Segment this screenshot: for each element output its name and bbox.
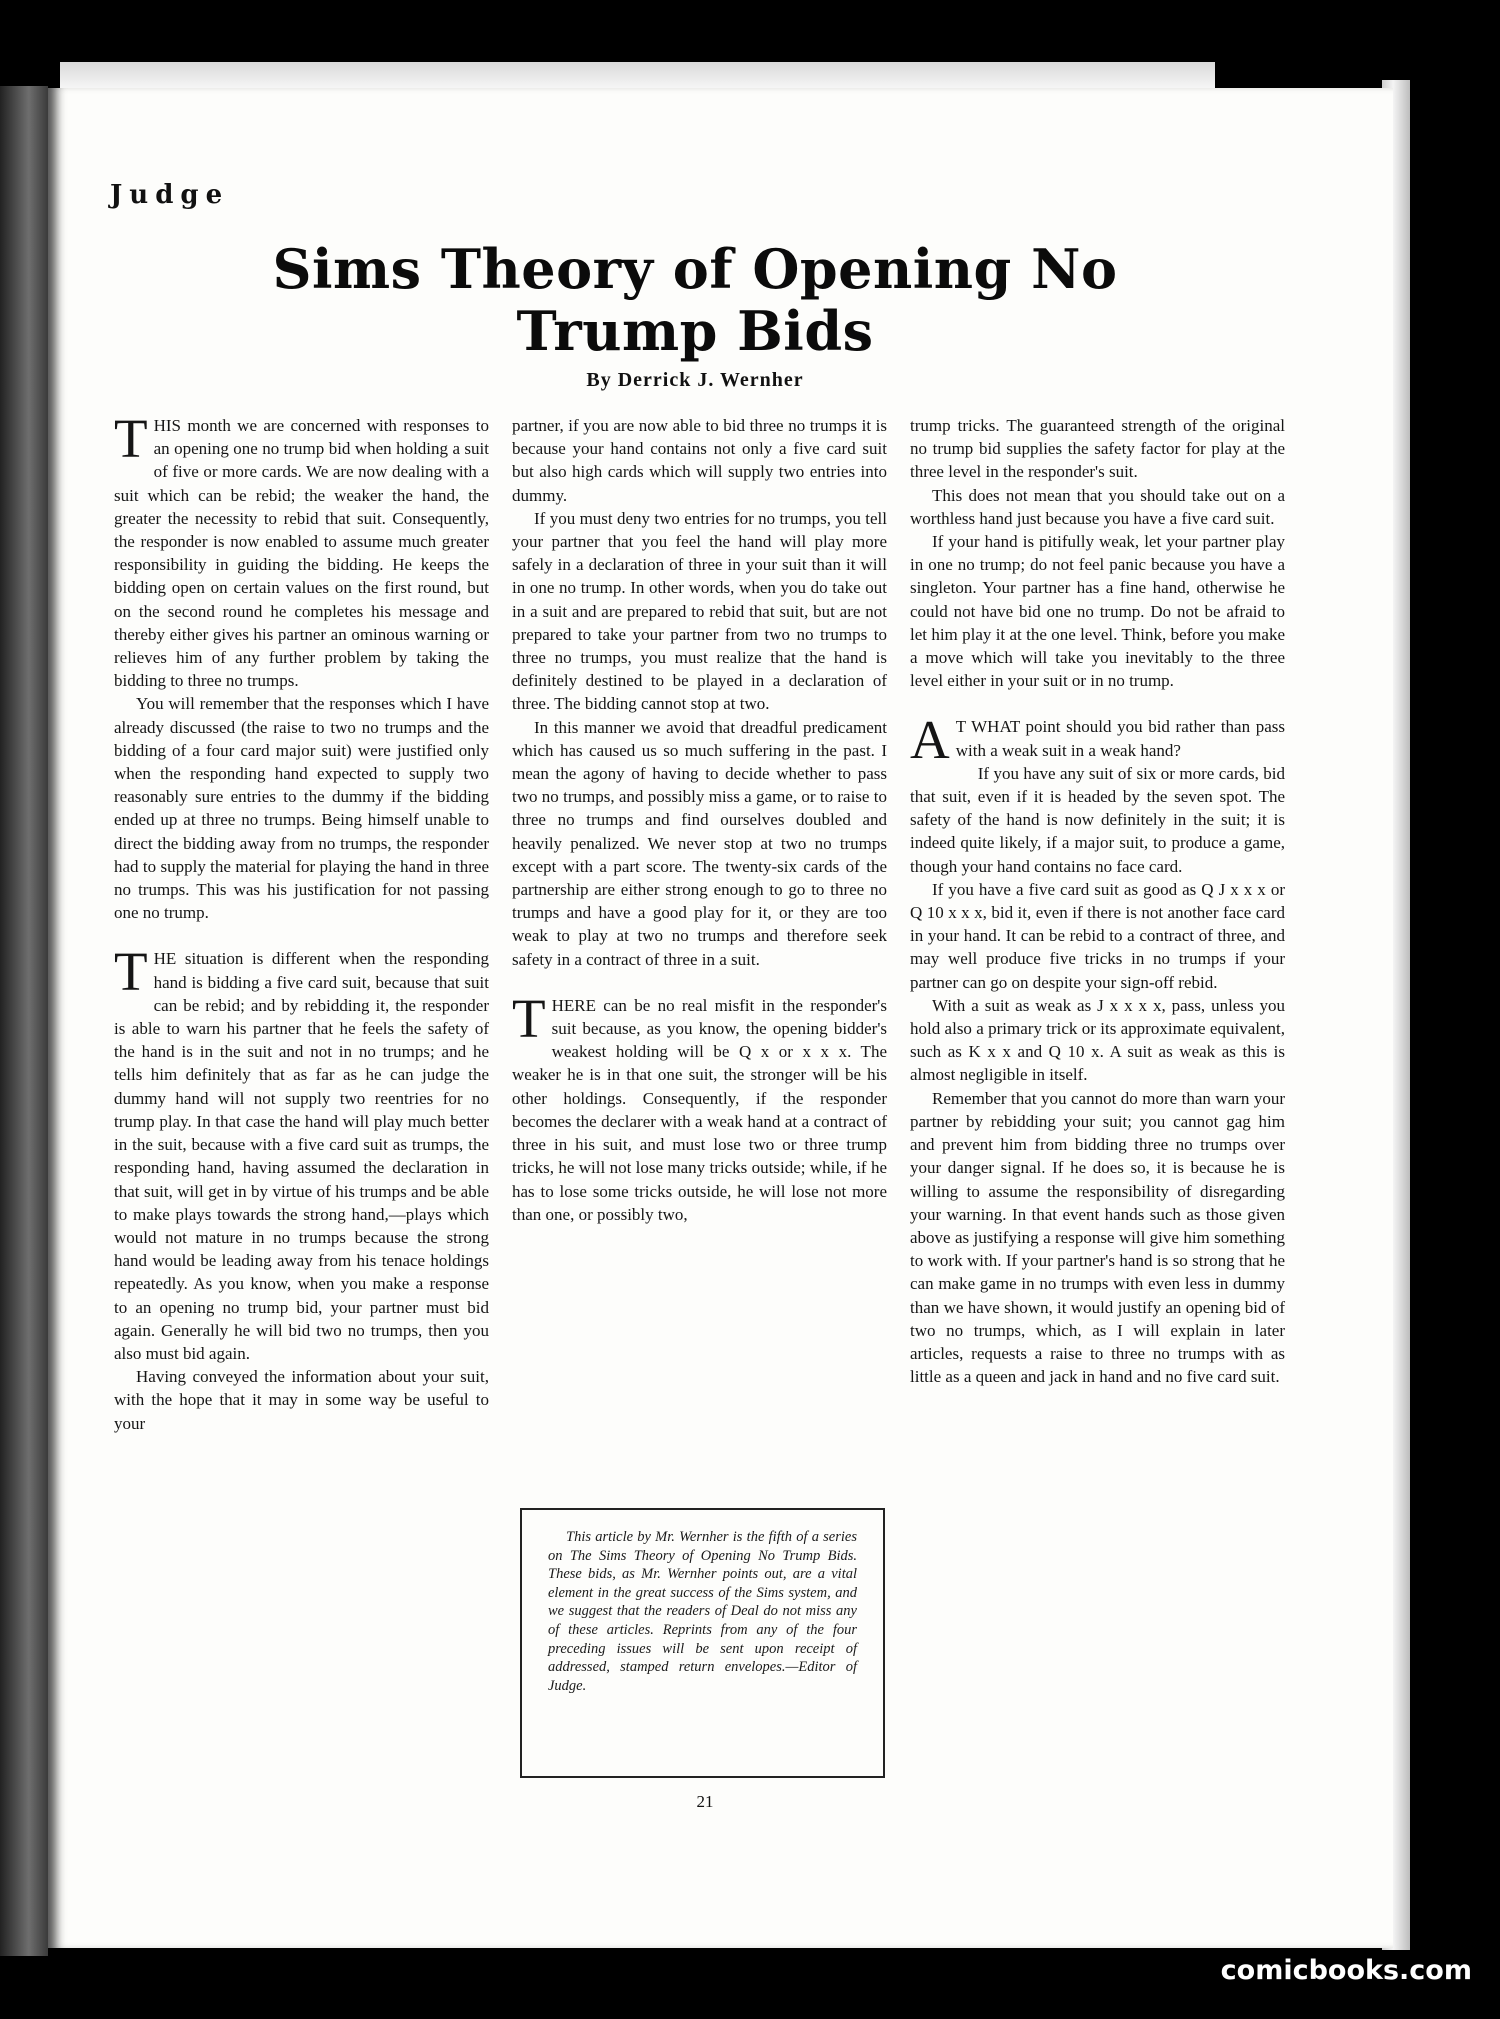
paragraph-text: HERE can be no real misfit in the responder's suit because, as you know, the opening bidder's weakest holding will be Q x or x x x. The weaker he is in that one suit, the stronger will be his other holdings. Consequently, if the responder becomes the declarer with a weak hand at a contract of three in his suit, and must lose two or three trump tricks, he will not lose many tricks outside; while, if he has to lose some tricks outside, he will lose not more than one, or possibly two,: [512, 995, 887, 1224]
drop-cap: T: [114, 408, 148, 469]
paragraph: Remember that you cannot do more than warn your partner by rebidding your suit; you cannot gag him and prevent him from bidding three no trumps over your danger signal. If he does so, it is because he is willing to assume the responsibility of disregarding your warning. In that event hands such as those given above as justifying a response will give him something to work with. If your partner's hand is so strong that he can make game in no trumps with even less in dummy than we have shown, it would justify an opening bid of two no trumps, which, as I will explain in later articles, requests a raise to three no trumps with as little as a queen and jack in hand and no five card suit.: [910, 1088, 1285, 1387]
drop-cap: T: [512, 987, 546, 1049]
paragraph: If you have any suit of six or more cards, bid that suit, even if it is headed by the seven spot. The safety of the hand is now definitely in the suit; it is indeed quite likely, if a major suit, to produce a game, though your hand contains no face card.: [910, 763, 1285, 876]
paragraph: If you have a five card suit as good as Q J x x x or Q 10 x x x, bid it, even if there is not another face card in your hand. It can be rebid to a contract of three, and may well produce five tricks in no trumps if your partner can go on despite your sign-off rebid.: [910, 879, 1285, 992]
paragraph: Having conveyed the information about your suit, with the hope that it may in some way be useful to your: [114, 1367, 489, 1433]
masthead: Judge: [110, 180, 230, 210]
article-title: [160, 238, 1230, 362]
paragraph-text: HE situation is different when the responding hand is bidding a five card suit, because that suit can be rebid; and by rebidding it, the responder is able to warn his partner that he feels the safety of the hand is in the suit and not in no trumps; and he tells him definitely that as far as he can judge the dummy hand will not supply two reentries for no trump play. In that case the hand will play much better in the suit, because with a five card suit as trumps, the responding hand, having assumed the declaration in that suit, will get in by virtue of his trumps and be able to make plays towards the strong hand,—plays which would not mature in no trumps because the strong hand would be leading away from his tenace holdings repeatedly. As you know, when you make a response to an opening no trump bid, your partner must bid again. Generally he will bid two no trumps, then you also must bid again.: [114, 949, 489, 1363]
paragraph: trump tricks. The guaranteed strength of the original no trump bid supplies the safety factor for play at the three level in the responder's suit.: [910, 416, 1285, 482]
paragraph: [114, 408, 489, 692]
paragraph: If your hand is pitifully weak, let your partner play in one no trump; do not feel panic because you have a singleton. Your partner has a fine hand, otherwise he could not have bid one no trump. Do not be afraid to let him play it at the one level. Think, before you make a move which will take you inevitably to the three level either in your suit or in no trump.: [910, 532, 1285, 691]
title-line-1: Sims Theory of Opening No: [272, 237, 1118, 301]
title-line-2: Trump Bids: [516, 299, 874, 363]
paragraph: partner, if you are now able to bid three no trumps it is because your hand contains not only a five card suit but also high cards which will supply two entries into dummy.: [512, 416, 887, 505]
column-1: [114, 408, 489, 1435]
paragraph: [512, 987, 887, 1226]
paragraph: In this manner we avoid that dreadful predicament which has caused us so much suffering in the past. I mean the agony of having to decide whether to pass two no trumps, and possibly miss a game, or to raise to three no trumps and find ourselves doubled and heavily penalized. We never stop at two no trumps except with a part score. The twenty-six cards of the partnership are either strong enough to go to three no trumps and have a good play for it, or they are too weak to play at two no trumps and therefore seek safety in a contract of three in a suit.: [512, 717, 887, 969]
editor-note-box: [520, 1508, 885, 1778]
byline: By Derrick J. Wernher: [586, 369, 804, 391]
paragraph: [910, 709, 1285, 771]
paragraph: This does not mean that you should take out on a worthless hand just because you have a five card suit.: [910, 485, 1285, 528]
column-3: [910, 414, 1285, 1388]
left-page-edge: [0, 86, 48, 1956]
drop-cap: A: [910, 709, 950, 771]
drop-cap: T: [114, 941, 148, 1003]
paragraph: You will remember that the responses which I have already discussed (the raise to two no trumps and the bidding of a four card major suit) were justified only when the responding hand expected to supply two reasonably sure entries to the dummy if the bidding ended up at three no trumps. Being himself unable to direct the bidding away from no trumps, the responder had to supply the material for playing the hand in three no trumps. This was his justification for not passing one no trump.: [114, 694, 489, 923]
watermark: comicbooks.com: [1220, 1955, 1472, 1986]
paragraph: [114, 941, 489, 1365]
column-2: [512, 414, 887, 1226]
paragraph-text: HIS month we are concerned with responses to an opening one no trump bid when holding a suit of five or more cards. We are now dealing with a suit which can be rebid; the weaker the hand, the greater the necessity to rebid that suit. Consequently, the responder is now enabled to assume much greater responsibility in guiding the bidding. He keeps the bidding open on certain values on the first round, but on the second round he completes his message and thereby either gives his partner an ominous warning or relieves him of any further problem by taking the bidding to three no trumps.: [114, 416, 489, 691]
page-number: 21: [696, 1792, 714, 1811]
paragraph: If you must deny two entries for no trumps, you tell your partner that you feel the hand will play more safely in a declaration of three in your suit than it will in one no trump. In other words, when you do take out in a suit and are prepared to rebid that suit, but are not prepared to take your partner from two no trumps to three no trumps, you must realize that the hand is definitely destined to be played in a declaration of three. The bidding cannot stop at two.: [512, 508, 887, 714]
paragraph-text: T WHAT point should you bid rather than pass with a weak suit in a weak hand?: [955, 717, 1285, 760]
editor-note: This article by Mr. Wernher is the fifth of a series on The Sims Theory of Opening No Trump Bids. These bids, as Mr. Wernher points out, are a vital element in the great success of the Sims system, and we suggest that the readers of Deal do not miss any of these articles. Reprints from any of the four preceding issues will be sent upon receipt of addressed, stamped return envelopes.—Editor of Judge.: [548, 1529, 857, 1694]
paragraph: With a suit as weak as J x x x x, pass, unless you hold also a primary trick or its approximate equivalent, such as K x x and Q 10 x. A suit as weak as this is almost negligible in itself.: [910, 995, 1285, 1085]
